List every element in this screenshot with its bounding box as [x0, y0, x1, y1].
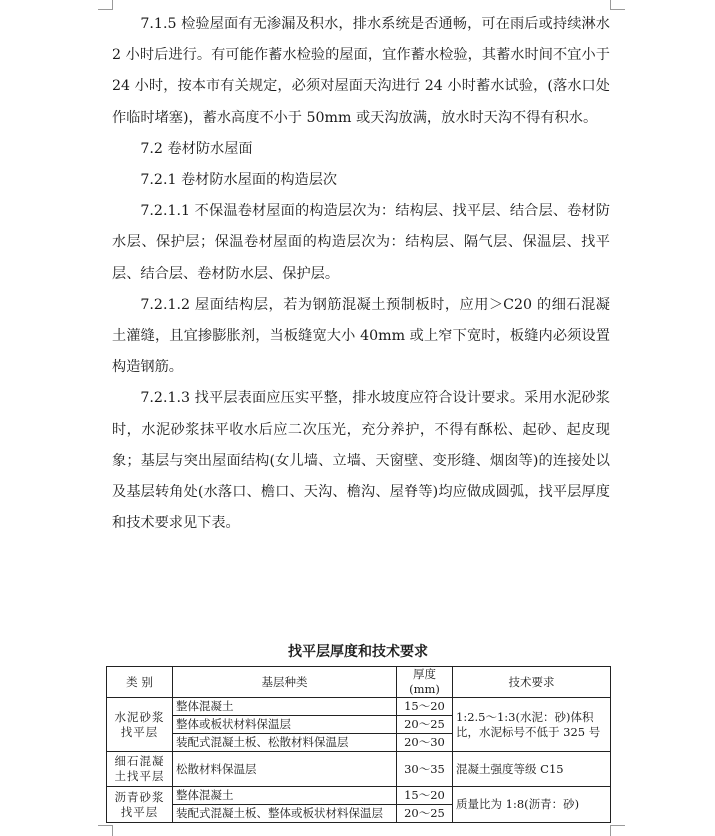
- material-cell: 整体混凝土: [173, 787, 397, 805]
- material-cell: 整体混凝土: [173, 698, 397, 716]
- body-text: [112, 9, 610, 539]
- thickness-cell: 15～20: [397, 787, 453, 805]
- thickness-cell: 20～25: [397, 716, 453, 734]
- requirement-cell: 混凝土强度等级 C15: [453, 752, 611, 787]
- paragraph-7-2-1-1: 7.2.1.1 不保温卷材屋面的构造层次为：结构层、找平层、结合层、卷材防水层、保护层；保温卷材屋面的构造层次为：结构层、隔气层、保温层、找平层、结合层、卷材防水层、保护层。: [112, 203, 610, 282]
- material-cell: 整体或板状材料保温层: [173, 716, 397, 734]
- header-thickness: [397, 667, 453, 698]
- paragraph-7-1-5: 7.1.5 检验屋面有无渗漏及积水，排水系统是否通畅，可在雨后或持续淋水 2 小时后进行。有可能作蓄水检验的屋面，宜作蓄水检验，其蓄水时间不宜小于 24 小时，按本市有关规定，必须对屋面天沟进行 24 小时蓄水试验，(落水口处作临时堵塞)，蓄水高度不小于 50mm 或天沟放满，放水时天沟不得有积水。: [112, 16, 610, 126]
- paragraph-7-2-1-3: 7.2.1.3 找平层表面应压实平整，排水坡度应符合设计要求。采用水泥砂浆时，水泥砂浆抹平收水后应二次压光，充分养护，不得有酥松、起砂、起皮现象；基层与突出屋面结构(女儿墙、立墙、天窗壁、变形缝、烟囱等)的连接处以及基层转角处(水落口、檐口、天沟、檐沟、屋脊等)均应做成圆弧，找平层厚度和技术要求见下表。: [112, 390, 610, 532]
- material-cell: 松散材料保温层: [173, 752, 397, 787]
- header-material: 基层种类: [173, 667, 397, 698]
- heading-7-2: 7.2 卷材防水屋面: [140, 140, 253, 157]
- table-row: [107, 698, 611, 716]
- material-cell: 装配式混凝土板、整体或板状材料保温层: [173, 805, 397, 823]
- table-row: [107, 787, 611, 805]
- thickness-cell: 20～25: [397, 805, 453, 823]
- table-title: 找平层厚度和技术要求: [288, 644, 428, 660]
- header-thickness-unit: (mm): [409, 682, 440, 696]
- margin-corner-mark: [610, 825, 625, 836]
- type-cell: 水泥砂浆找平层: [107, 698, 173, 752]
- requirement-cell: 质量比为 1:8(沥青：砂): [453, 787, 611, 823]
- thickness-cell: 20～30: [397, 734, 453, 752]
- margin-corner-mark: [98, 825, 113, 836]
- header-type: 类 别: [107, 667, 173, 698]
- margin-corner-mark: [610, 0, 625, 10]
- header-thickness-label: 厚度: [413, 667, 436, 681]
- margin-corner-mark: [98, 0, 113, 10]
- table-row: [107, 752, 611, 787]
- material-cell: 装配式混凝土板、松散材料保温层: [173, 734, 397, 752]
- header-requirement: 技术要求: [453, 667, 611, 698]
- thickness-cell: 30～35: [397, 752, 453, 787]
- table-header-row: [107, 667, 611, 698]
- leveling-layer-table: [106, 666, 611, 823]
- type-cell: 沥青砂浆找平层: [107, 787, 173, 823]
- type-cell: 细石混凝土找平层: [107, 752, 173, 787]
- paragraph-7-2-1-2: 7.2.1.2 屋面结构层，若为钢筋混凝土预制板时，应用＞C20 的细石混凝土灌缝，且宜掺膨胀剂，当板缝宽大小 40mm 或上窄下宽时，板缝内必须设置构造钢筋。: [112, 296, 610, 376]
- thickness-cell: 15～20: [397, 698, 453, 716]
- heading-7-2-1: 7.2.1 卷材防水屋面的构造层次: [140, 172, 338, 189]
- requirement-cell: 1:2.5～1:3(水泥：砂)体积比，水泥标号不低于 325 号: [453, 698, 611, 752]
